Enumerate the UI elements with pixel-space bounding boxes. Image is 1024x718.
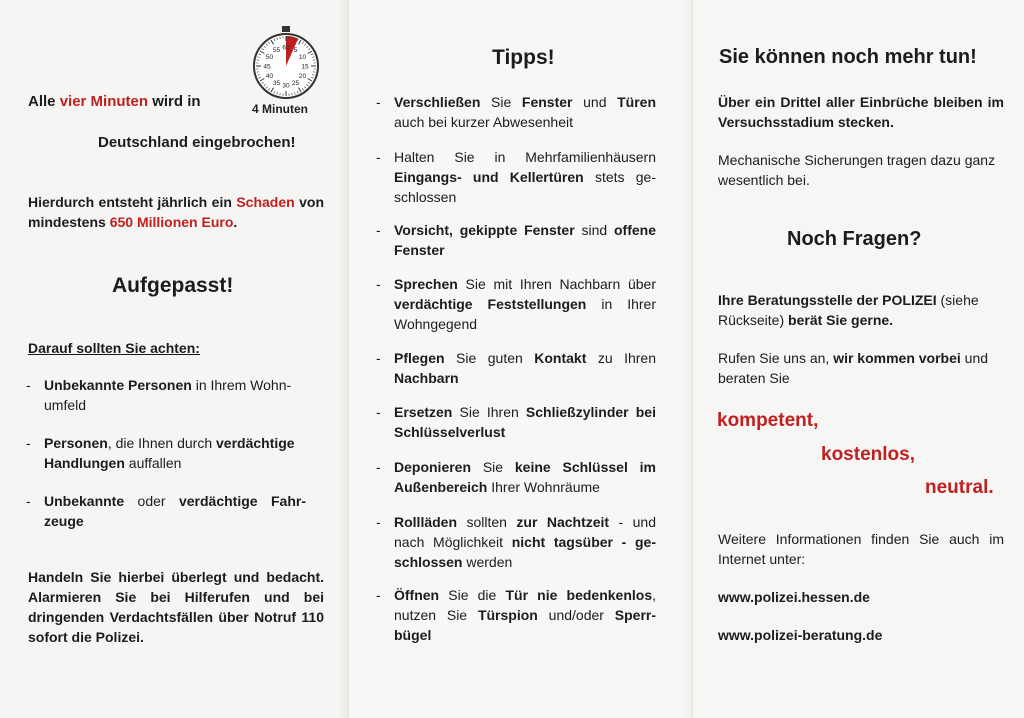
stopwatch-number: 15: [301, 63, 309, 71]
word-neutral: neutral.: [925, 477, 994, 498]
link-polizei-hessen[interactable]: www.polizei.hessen.de: [718, 589, 870, 605]
link-polizei-beratung[interactable]: www.polizei-beratung.de: [718, 627, 883, 643]
stopwatch-number: 35: [272, 79, 281, 87]
mechanical-text: Mechanische Sicherungen tragen dazu ganz wesentlich bei.: [718, 152, 996, 188]
watch-item: - Personen, die Ihnen durch verdächtige Handlungen auffallen: [26, 435, 295, 471]
stopwatch-number: 50: [265, 54, 274, 61]
final-advice: Handeln Sie hierbei überlegt und bedacht. Alarmieren Sie bei Hilferufen und bei dringenden Verdachtsfällen über Notruf 110 sofort die Polizei.: [28, 569, 324, 645]
advice-office-text: Ihre Beratungsstelle der POLIZEI (siehe Rückseite) berät Sie gerne.: [718, 292, 979, 328]
stopwatch-number: 20: [298, 73, 307, 80]
tip-item: - Verschließen Sie Fenster und Türen auch bei kurzer Abwesenheit: [376, 94, 657, 130]
tip-item: - Vorsicht, gekippte Fenster sind offene Fenster: [376, 222, 656, 258]
word-free: kostenlos,: [821, 444, 915, 465]
stopwatch-number: 40: [265, 73, 274, 80]
stopwatch-number: 60: [282, 44, 290, 52]
fold-shadow: [682, 0, 692, 718]
damage-text: Hierdurch entsteht jährlich ein Schaden von mindestens 650 Millionen Euro.: [28, 194, 325, 230]
tip-item: - Rollläden sollten zur Nachtzeit - und nach Möglichkeit nicht tagsüber - ge-schlossen werden: [376, 514, 656, 570]
watch-heading: Darauf sollten Sie achten:: [28, 340, 200, 356]
stopwatch-number: 10: [298, 54, 307, 61]
stopwatch-icon: [246, 24, 326, 116]
stopwatch-number: 25: [291, 79, 300, 87]
tips-heading: Tipps!: [492, 46, 555, 69]
tip-item: - Deponieren Sie keine Schlüssel im Außenbereich Ihrer Wohnräume: [376, 459, 656, 495]
tip-item: - Öffnen Sie die Tür nie bedenkenlos, nutzen Sie Türspion und/oder Sperr-bügel: [376, 587, 657, 643]
watch-item: - Unbekannte Personen in Ihrem Wohn-umfeld: [26, 377, 292, 413]
internet-info-text: Weitere Informationen finden Sie auch im Internet unter:: [718, 531, 1004, 567]
stopwatch-number: 30: [282, 82, 290, 90]
tip-item: - Sprechen Sie mit Ihren Nachbarn über verdächtige Feststellungen in Ihrer Wohngegend: [376, 276, 656, 332]
watch-item: - Unbekannte oder verdächtige Fahr-zeuge: [26, 493, 306, 529]
panel-middle: [348, 0, 692, 718]
stopwatch-number: 55: [272, 47, 281, 55]
tip-item: - Pflegen Sie guten Kontakt zu Ihren Nachbarn: [376, 350, 657, 386]
questions-heading: Noch Fragen?: [787, 228, 922, 250]
call-us-text: Rufen Sie uns an, wir kommen vorbei und beraten Sie: [718, 350, 989, 386]
attention-heading: Aufgepasst!: [112, 274, 234, 297]
attempts-text: Über ein Drittel aller Einbrüche bleiben im Versuchsstadium stecken.: [718, 94, 1004, 130]
tip-item: - Ersetzen Sie Ihren Schließzylinder bei Schlüsselverlust: [376, 404, 656, 440]
panel-left: [0, 0, 348, 718]
more-heading: Sie können noch mehr tun!: [719, 46, 977, 68]
stopwatch-crown: [282, 26, 290, 32]
stopwatch-number: 5: [293, 47, 298, 55]
stopwatch-number: 45: [263, 63, 271, 71]
headline-line2: Deutschland eingebrochen!: [98, 134, 296, 151]
headline-line1: Alle vier Minuten wird in: [28, 93, 201, 110]
word-competent: kompetent,: [717, 410, 819, 431]
stopwatch-caption: 4 Minuten: [252, 102, 308, 116]
panel-right: [692, 0, 1024, 718]
tip-item: - Halten Sie in Mehrfamilienhäusern Eingangs- und Kellertüren stets ge-schlossen: [376, 149, 656, 205]
fold-shadow: [338, 0, 348, 718]
